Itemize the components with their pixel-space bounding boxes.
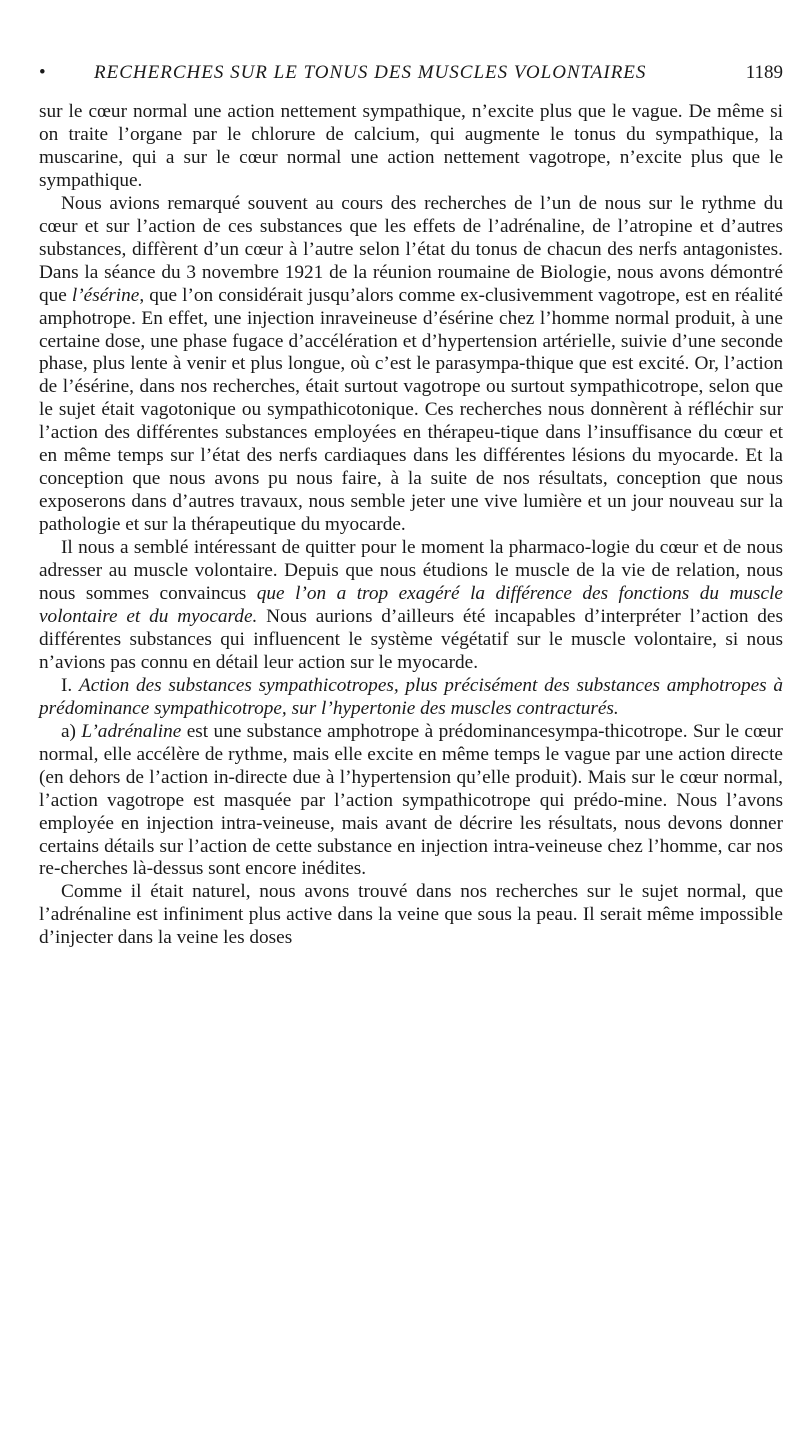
paragraph: [39, 881, 783, 950]
text-run: , que l’on considérait jusqu’alors comme ex-clusivemment vagotrope, est en réalité amphotrope. En effet, une injection inraveineuse d’ésérine chez l’homme normal produit, à une certaine dose, une phase fugace d’accélération et d’hypertension artérielle, suivie d’une seconde phase, plus lente à venir et plus longue, où c’est le parasympa-thique que est excité. Or, l’action de l’ésérine, dans nos recherches, était surtout vagotrope ou surtout sympathicotrope, selon que le sujet était vagotonique ou sympathicotonique. Ces recherches nous donnèrent à réfléchir sur l’action des différentes substances employées en thérapeu-tique dans l’insuffisance du cœur et en même temps sur l’état des nerfs cardiaques dans les différentes lésions du myocarde. Et la conception que nous avons pu nous faire, à la suite de nos résultats, conception que nous exposerons dans d’autres travaux, nous semble jeter une vive lumière et un jour nouveau sur la pathologie et sur la thérapeutique du myocarde.: [39, 284, 783, 536]
paragraph: [39, 193, 783, 537]
text-run: Nous avions remarqué souvent au cours des recherches de l’un de nous sur le rythme du cœur et sur l’action de ces substances que les effets de l’adrénaline, de l’atropine et d’autres substances, diffèrent d’un cœur à l’autre selon l’état du tonus de chacun des nerfs antagonistes. Dans la séance du 3 novembre 1921 de la réunion roumaine de Biologie, nous avons démontré que: [39, 192, 783, 306]
italic-run: l’ésérine: [71, 284, 140, 306]
text-run: est une substance amphotrope à prédominancesympa-thicotrope. Sur le cœur normal, elle accélère de rythme, mais elle excite en même temps le vague par une action directe (en dehors de l’action in-directe due à l’hypertension qu’elle produit). Mais sur le cœur normal, l’action vagotrope est masquée par l’action sympathicotrope qui prédo-mine. Nous l’avons employée en injection intra-veineuse, mais avant de décrire les résultats, nous devons donner certains détails sur l’action de cette substance en injection intra-veineuse chez l’homme, car nos re-cherches là-dessus sont encore inédites.: [39, 720, 783, 880]
text-run: sur le cœur normal une action nettement sympathique, n’excite plus que le vague. De même si on traite l’organe par le chlorure de calcium, qui augmente le tonus du sympathique, la muscarine, qui a sur le cœur normal une action nettement vagotrope, n’excite plus que le sympathique.: [39, 101, 783, 191]
document-page: [39, 0, 783, 1436]
running-title: RECHERCHES SUR LE TONUS DES MUSCLES VOLONTAIRES: [94, 62, 647, 83]
section-heading: [39, 675, 783, 721]
text-run: Comme il était naturel, nous avons trouvé dans nos recherches sur le sujet normal, que l’adrénaline est infiniment plus active dans la veine que sous la peau. Il serait même impossible d’injecter dans la veine les doses: [39, 881, 783, 949]
text-run: Il nous a semblé intéressant de quitter pour le moment la pharmaco-logie du cœur et de nous adresser au muscle volontaire. Depuis que nous étudions le muscle de la vie de relation, nous nous sommes convaincus: [39, 537, 783, 605]
page-number: 1189: [745, 62, 783, 83]
paragraph: [39, 101, 783, 193]
text-run: Nous aurions d’ailleurs été incapables d’interpréter l’action des différentes substances qui influencent le système végétatif sur le muscle volontaire, si nous n’avions pas connu en détail leur action sur le myocarde.: [39, 605, 783, 673]
running-header: [39, 62, 783, 92]
section-number: I.: [61, 674, 79, 696]
subsection-letter: a): [61, 720, 82, 742]
section-title: Action des substances sympathicotropes, plus précisément des substances amphotropes à prédominance sympathicotrope, sur l’hypertonie des muscles contracturés.: [39, 674, 783, 719]
italic-run: L’adrénaline: [81, 720, 182, 742]
paragraph: [39, 721, 783, 882]
bullet-mark: •: [39, 62, 46, 83]
paragraph: [39, 537, 783, 675]
body-text: [39, 101, 783, 950]
italic-run: que l’on a trop exagéré la différence des fonctions du muscle volontaire et du myocarde.: [39, 583, 783, 627]
